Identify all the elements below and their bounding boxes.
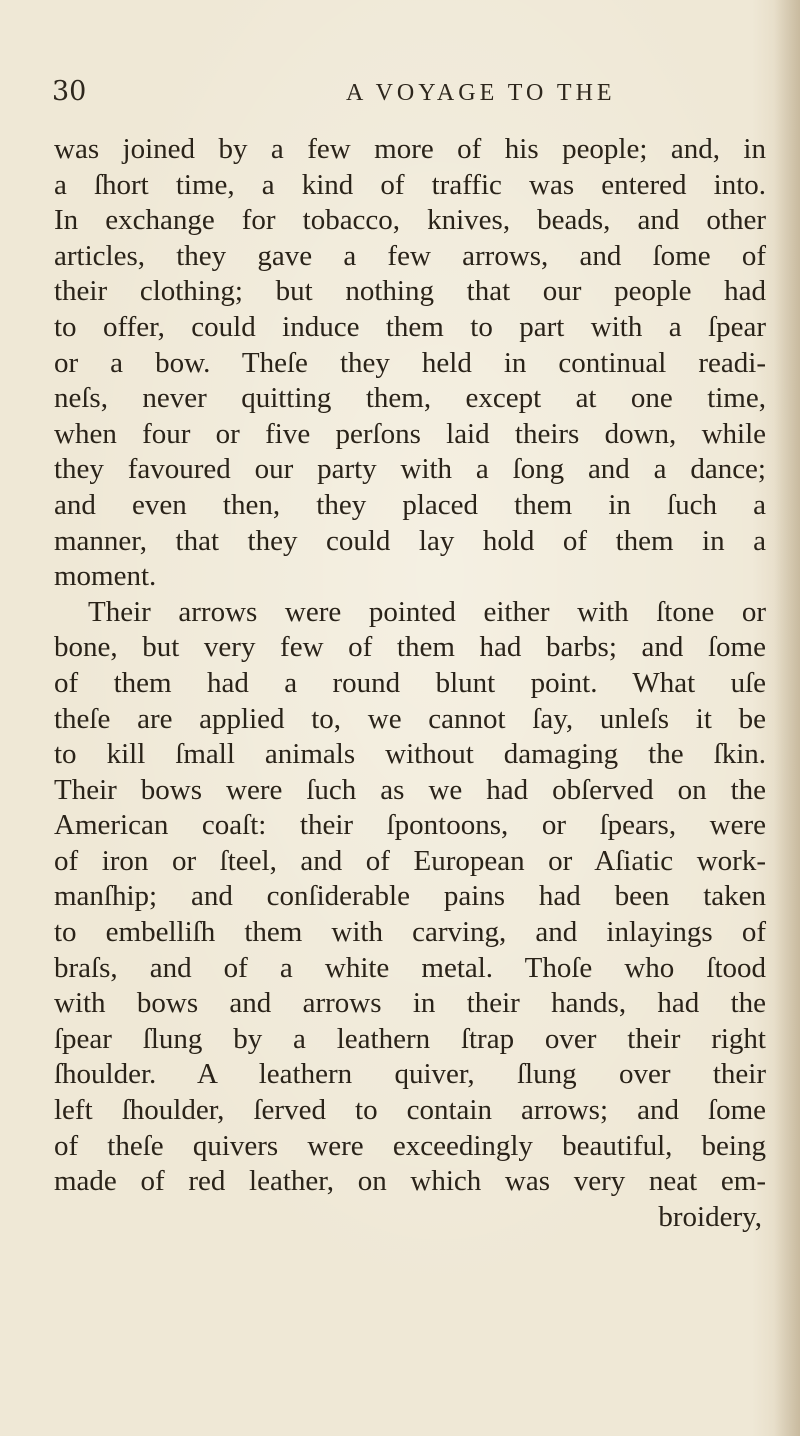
text-line: manner, that they could lay hold of them in a — [54, 524, 766, 557]
text-line: a ſhort time, a kind of traffic was entered into. — [54, 168, 766, 201]
text-line: to offer, could induce them to part with a ſpear — [54, 310, 766, 343]
text-line: American coaſt: their ſpontoons, or ſpears, were — [54, 809, 766, 842]
text-line: of iron or ſteel, and of European or Aſiatic work- — [54, 844, 766, 877]
text-line: when four or five perſons laid theirs down, while — [54, 417, 766, 450]
paragraph-start-line: Their arrows were pointed either with ſtone or — [88, 595, 766, 628]
paragraph-end-line: moment. — [54, 560, 157, 593]
text-line: or a bow. Theſe they held in continual readi- — [54, 346, 766, 379]
text-line: ſpear ſlung by a leathern ſtrap over their right — [54, 1022, 766, 1055]
catchword: broidery, — [658, 1200, 762, 1233]
text-line: to embelliſh them with carving, and inlayings of — [54, 916, 766, 949]
page-number: 30 — [52, 76, 87, 107]
text-line: to kill ſmall animals without damaging the ſkin. — [54, 738, 766, 771]
text-line: bone, but very few of them had barbs; and ſome — [54, 631, 766, 664]
text-line: with bows and arrows in their hands, had the — [54, 987, 766, 1020]
text-line: ſhoulder. A leathern quiver, ſlung over their — [54, 1058, 766, 1091]
text-line: In exchange for tobacco, knives, beads, and other — [54, 204, 766, 237]
text-line: left ſhoulder, ſerved to contain arrows; and ſome — [54, 1094, 766, 1127]
text-line: articles, they gave a few arrows, and ſome of — [54, 239, 766, 272]
text-line: Their bows were ſuch as we had obſerved on the — [54, 773, 766, 806]
running-head: A VOYAGE TO THE — [346, 80, 616, 106]
text-line: was joined by a few more of his people; and, in — [54, 133, 766, 165]
text-line: of them had a round blunt point. What uſe — [54, 666, 766, 699]
text-line: they favoured our party with a ſong and a dance; — [54, 453, 766, 486]
page-edge-shadow — [774, 0, 800, 1436]
text-line: of theſe quivers were exceedingly beautiful, being — [54, 1129, 766, 1162]
text-line: their clothing; but nothing that our people had — [54, 275, 766, 308]
body-text — [54, 132, 766, 1235]
text-line: braſs, and of a white metal. Thoſe who ſtood — [54, 951, 766, 984]
text-line: neſs, never quitting them, except at one time, — [54, 382, 766, 415]
text-line: and even then, they placed them in ſuch a — [54, 488, 766, 521]
text-line: theſe are applied to, we cannot ſay, unleſs it be — [54, 702, 766, 735]
text-line: made of red leather, on which was very neat em- — [54, 1165, 766, 1198]
page-header — [0, 76, 800, 116]
text-line: manſhip; and conſiderable pains had been taken — [54, 880, 766, 913]
